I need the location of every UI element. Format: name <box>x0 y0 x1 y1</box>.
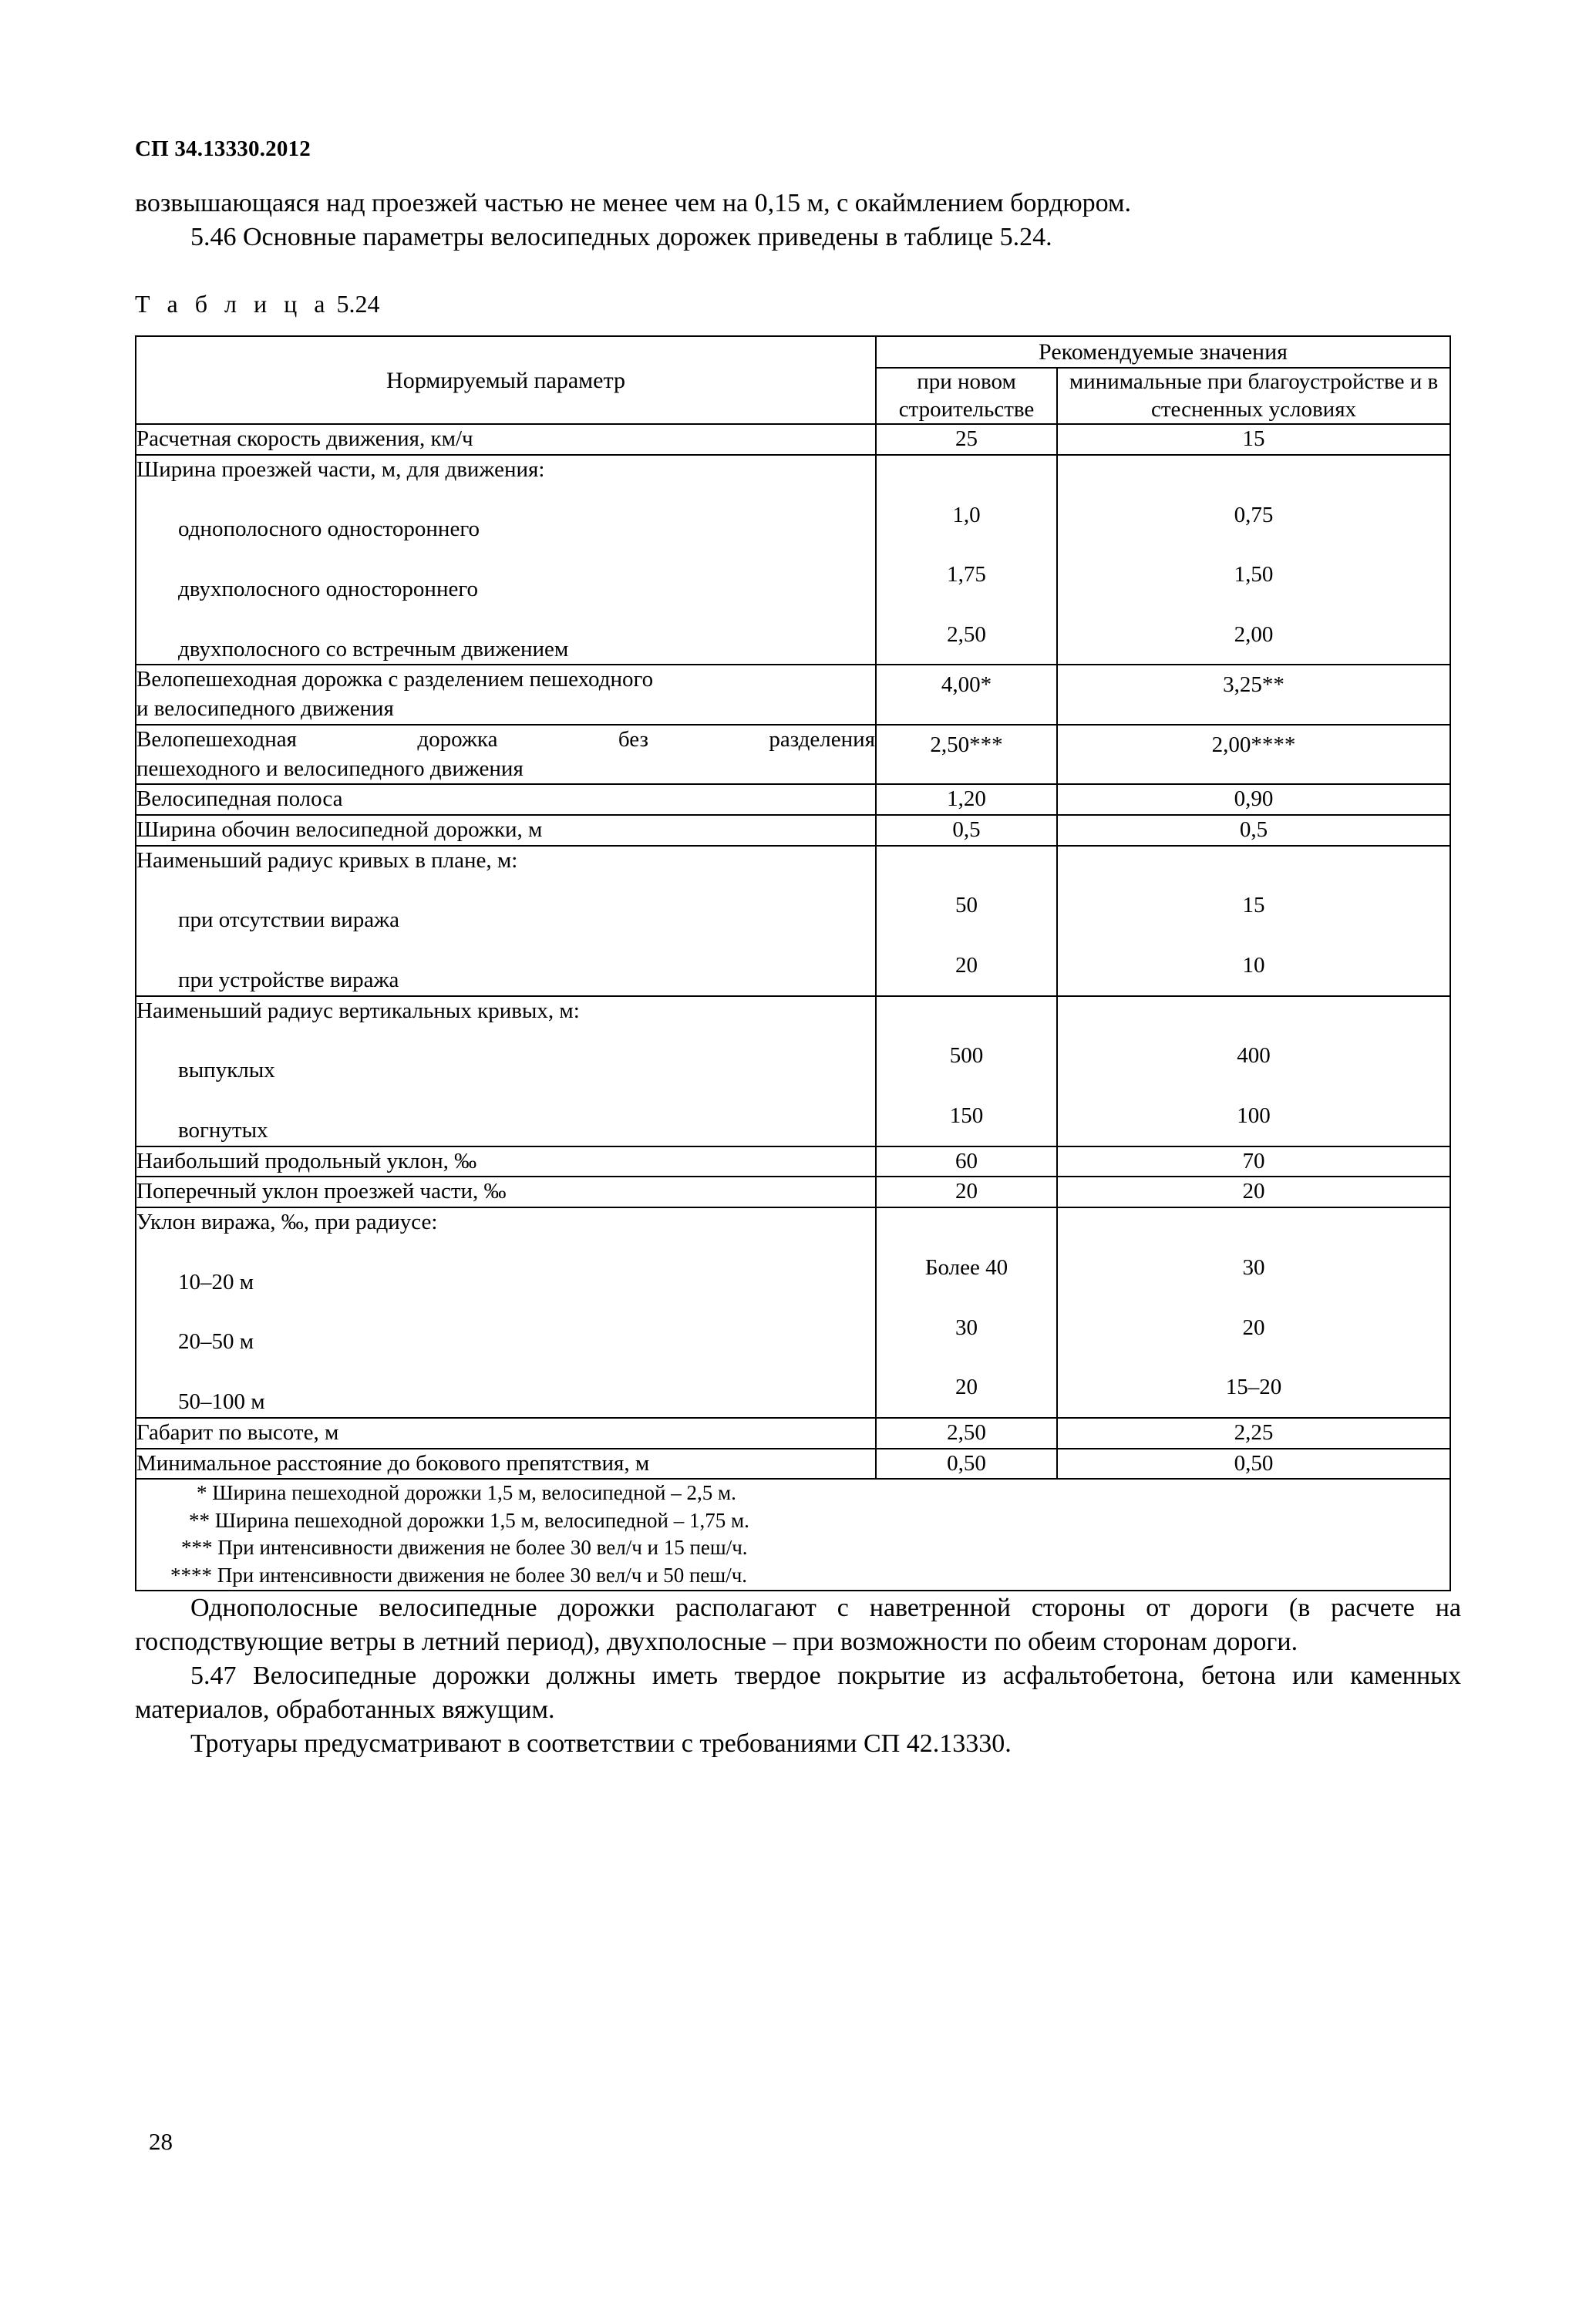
row-label: Поперечный уклон проезжей части, ‰ <box>136 1177 876 1207</box>
table-row <box>136 1146 1450 1177</box>
table-footnotes-row <box>136 1479 1450 1591</box>
table-row <box>136 665 1450 724</box>
table-row <box>136 784 1450 815</box>
row-value-min: 15 <box>1057 424 1450 455</box>
document-header: СП 34.13330.2012 <box>135 136 311 161</box>
row-value-new: 2,50 <box>876 1418 1057 1449</box>
row-value-min: 0,90 <box>1057 784 1450 815</box>
row-label <box>136 665 876 724</box>
clause-5-47-paragraph: 5.47 Велосипедные дорожки должны иметь твердое покрытие из асфальтобетона, бетона или каменных материалов, обработанных вяжущим. <box>135 1662 1461 1725</box>
group-heading: Уклон виража, ‰, при радиусе: <box>136 1210 438 1235</box>
row-value-new: 1,20 <box>876 784 1057 815</box>
row-value-new: 20 <box>876 1177 1057 1207</box>
row-label-group <box>136 846 876 996</box>
group-item-value: 100 <box>1237 1103 1271 1129</box>
row-value-new: 4,00* <box>876 665 1057 724</box>
group-item-label: вогнутых <box>178 1118 268 1143</box>
group-item-label: 20–50 м <box>178 1329 254 1355</box>
footnote-4: **** При интенсивности движения не более 30 вел/ч и 50 пеш/ч. <box>170 1564 748 1587</box>
row-label: Велосипедная полоса <box>136 784 876 815</box>
row-value-min: 3,25** <box>1057 665 1450 724</box>
group-item-value: 30 <box>1242 1254 1265 1280</box>
group-heading: Наименьший радиус вертикальных кривых, м: <box>136 998 580 1023</box>
intro-continued-paragraph: возвышающаяся над проезжей частью не менее чем на 0,15 м, с окаймлением бордюром. <box>135 188 1131 217</box>
group-item-value: 1,50 <box>1234 562 1274 588</box>
table-row <box>136 1418 1450 1449</box>
table-row <box>136 846 1450 996</box>
table-caption <box>135 290 1461 318</box>
table-head <box>136 336 1450 424</box>
table-row <box>136 1177 1450 1207</box>
after-table-paragraph-1: Однополосные велосипедные дорожки располагают с наветренной стороны от дороги (в расчете на господствующие ветры в летний период), двухполосные – при возможности по обеим сторонам дороги. <box>135 1593 1461 1656</box>
group-item-value: 1,75 <box>947 562 986 588</box>
table-row <box>136 424 1450 455</box>
row-label: Наибольший продольный уклон, ‰ <box>136 1146 876 1177</box>
row-label-line: пешеходного и велосипедного движения <box>136 756 524 781</box>
group-item-value: 10 <box>1242 953 1265 978</box>
row-label-group <box>136 996 876 1146</box>
group-item-value: 150 <box>949 1103 984 1129</box>
row-label <box>136 725 876 784</box>
group-item-value: Более 40 <box>924 1254 1008 1280</box>
group-item-value: 500 <box>949 1043 984 1069</box>
after-table-paragraph-3: Тротуары предусматривают в соответствии с требованиями СП 42.13330. <box>190 1729 1012 1759</box>
table-footnotes <box>136 1479 1450 1591</box>
page-content <box>135 137 1461 1762</box>
group-item-value: 2,00 <box>1234 621 1274 647</box>
table-row <box>136 1207 1450 1418</box>
header-recommended-values: Рекомендуемые значения <box>876 336 1450 368</box>
header-minimum-conditions: минимальные при благоустройстве и в стесненных условиях <box>1057 368 1450 424</box>
clause-5-46-paragraph: 5.46 Основные параметры велосипедных дорожек приведены в таблице 5.24. <box>190 223 1052 252</box>
table-row <box>136 455 1450 665</box>
group-item-label: двухполосного со встречным движением <box>178 636 569 662</box>
header-normalized-parameter: Нормируемый параметр <box>136 336 876 424</box>
row-values-new <box>876 455 1057 665</box>
row-label-group <box>136 455 876 665</box>
footnote-1: * Ширина пешеходной дорожки 1,5 м, велосипедной – 2,5 м. <box>197 1481 736 1505</box>
group-item-label: 50–100 м <box>178 1389 265 1415</box>
group-item-value: 15 <box>1242 893 1265 918</box>
group-item-label: при отсутствии виража <box>178 907 399 933</box>
row-values-min <box>1057 846 1450 996</box>
group-heading: Наименьший радиус кривых в плане, м: <box>136 847 518 873</box>
table-row <box>136 725 1450 784</box>
group-item-label: 10–20 м <box>178 1269 254 1295</box>
group-item-value: 20 <box>955 953 978 978</box>
table-5-24 <box>135 335 1451 1591</box>
row-label: Габарит по высоте, м <box>136 1418 876 1449</box>
row-label-group <box>136 1207 876 1418</box>
footnote-3: *** При интенсивности движения не более 30 вел/ч и 15 пеш/ч. <box>181 1536 748 1560</box>
row-value-min: 70 <box>1057 1146 1450 1177</box>
row-value-new: 25 <box>876 424 1057 455</box>
group-item-label: однополосного одностороннего <box>178 517 480 542</box>
group-item-value: 0,75 <box>1234 502 1274 527</box>
row-values-new <box>876 846 1057 996</box>
row-values-new <box>876 1207 1057 1418</box>
group-item-value: 30 <box>955 1315 978 1340</box>
footnote-2: ** Ширина пешеходной дорожки 1,5 м, велосипедной – 1,75 м. <box>189 1508 749 1532</box>
row-value-new: 0,50 <box>876 1449 1057 1480</box>
table-row <box>136 1449 1450 1480</box>
row-values-min <box>1057 1207 1450 1418</box>
group-item-value: 400 <box>1237 1043 1271 1069</box>
row-value-min: 0,50 <box>1057 1449 1450 1480</box>
table-row <box>136 815 1450 846</box>
group-item-label: выпуклых <box>178 1058 275 1083</box>
group-item-value: 20 <box>955 1375 978 1400</box>
table-caption-prefix: Т а б л и ц а <box>135 290 331 318</box>
row-values-new <box>876 996 1057 1146</box>
group-heading: Ширина проезжей части, м, для движения: <box>136 456 545 482</box>
group-item-value: 20 <box>1242 1315 1265 1340</box>
row-value-new: 0,5 <box>876 815 1057 846</box>
header-new-construction: при новом строительстве <box>876 368 1057 424</box>
group-item-label: двухполосного одностороннего <box>178 577 479 602</box>
group-item-value: 50 <box>955 893 978 918</box>
row-value-min: 0,5 <box>1057 815 1450 846</box>
row-value-new: 2,50*** <box>876 725 1057 784</box>
page-number: 28 <box>149 2128 173 2155</box>
table-row <box>136 996 1450 1146</box>
row-values-min <box>1057 455 1450 665</box>
row-value-new: 60 <box>876 1146 1057 1177</box>
table-caption-number: 5.24 <box>336 290 380 318</box>
group-item-value: 1,0 <box>952 502 981 527</box>
row-label: Ширина обочин велосипедной дорожки, м <box>136 815 876 846</box>
group-item-label: при устройстве виража <box>178 967 399 992</box>
group-item-value: 2,50 <box>947 621 986 647</box>
group-item-value: 15–20 <box>1225 1375 1282 1400</box>
row-label-line: Велопешеходная дорожка с разделением пешеходного <box>136 667 654 692</box>
row-value-min: 2,25 <box>1057 1418 1450 1449</box>
row-label: Минимальное расстояние до бокового препятствия, м <box>136 1449 876 1480</box>
row-value-min: 2,00**** <box>1057 725 1450 784</box>
row-label-line: и велосипедного движения <box>136 696 394 722</box>
table-header-row-1 <box>136 336 1450 368</box>
row-label: Расчетная скорость движения, км/ч <box>136 424 876 455</box>
table-body <box>136 424 1450 1591</box>
row-values-min <box>1057 996 1450 1146</box>
row-value-min: 20 <box>1057 1177 1450 1207</box>
row-label-line: Велопешеходная дорожка без разделения <box>136 726 875 752</box>
